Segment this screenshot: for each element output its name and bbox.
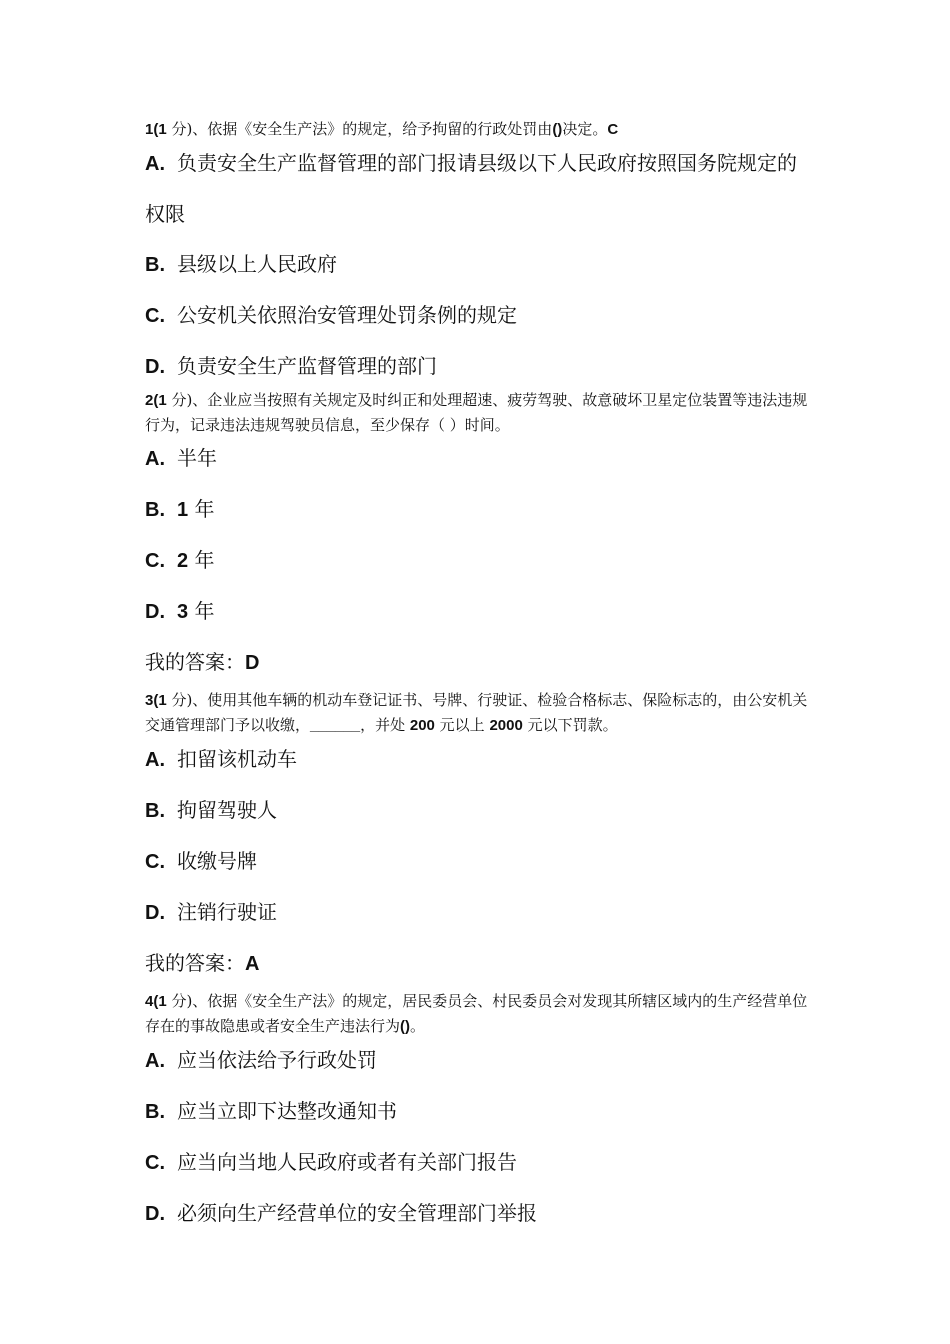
question-text: 分)、使用其他车辆的机动车登记证书、号牌、行驶证、检验合格标志、保险标志的，由公安机关交通管理部门予以收缴， bbox=[145, 691, 808, 734]
my-answer-label: 我的答案： bbox=[145, 650, 245, 674]
question-3-my-answer bbox=[145, 948, 815, 979]
option-number: 2 bbox=[177, 550, 189, 572]
question-3-option-a bbox=[145, 744, 815, 775]
question-mid-2: 元以上 bbox=[434, 716, 490, 734]
option-letter: D. bbox=[145, 1203, 165, 1225]
option-text: 应当立即下达整改通知书 bbox=[177, 1099, 397, 1123]
inline-answer: C bbox=[607, 121, 619, 138]
option-letter: A. bbox=[145, 749, 165, 771]
option-letter: A. bbox=[145, 153, 165, 175]
option-text: 年 bbox=[188, 599, 215, 623]
question-2-option-c bbox=[145, 545, 815, 576]
option-text: 扣留该机动车 bbox=[177, 747, 297, 771]
question-1-option-c bbox=[145, 300, 815, 331]
question-number: 2(1 bbox=[145, 392, 167, 409]
question-tail: 。 bbox=[410, 1017, 426, 1035]
question-2-option-a bbox=[145, 443, 815, 474]
option-text: 公安机关依照治安管理处罚条例的规定 bbox=[177, 303, 517, 327]
option-letter: C. bbox=[145, 305, 165, 327]
question-3-option-c bbox=[145, 846, 815, 877]
option-text: 注销行驶证 bbox=[177, 900, 277, 924]
question-tail: 元以下罚款。 bbox=[522, 716, 618, 734]
option-text: 县级以上人民政府 bbox=[177, 252, 337, 276]
question-number: 1(1 bbox=[145, 121, 167, 138]
option-text: 应当向当地人民政府或者有关部门报告 bbox=[177, 1150, 517, 1174]
question-1-option-b bbox=[145, 249, 815, 280]
my-answer-value: D bbox=[245, 652, 260, 674]
question-paren: () bbox=[400, 1018, 411, 1035]
option-letter: A. bbox=[145, 448, 165, 470]
option-number: 1 bbox=[177, 499, 189, 521]
question-tail: 决定。 bbox=[562, 120, 608, 138]
question-1-option-a bbox=[145, 138, 815, 239]
option-text: 负责安全生产监督管理的部门报请县级以下人民政府按照国务院规定的权限 bbox=[145, 151, 797, 226]
question-number: 3(1 bbox=[145, 692, 167, 709]
option-letter: C. bbox=[145, 550, 165, 572]
question-text: 分)、依据《安全生产法》的规定，给予拘留的行政处罚由 bbox=[166, 120, 553, 138]
question-text: 分)、依据《安全生产法》的规定，居民委员会、村民委员会对发现其所辖区域内的生产经营单位存在的事故隐患或者安全生产违法行为 bbox=[145, 992, 808, 1035]
question-4-option-c bbox=[145, 1147, 815, 1178]
option-letter: A. bbox=[145, 1050, 165, 1072]
question-3-stem bbox=[145, 688, 815, 738]
option-letter: B. bbox=[145, 254, 165, 276]
fine-min: 200 bbox=[409, 717, 435, 734]
my-answer-value: A bbox=[245, 953, 260, 975]
question-mid: ，并处 bbox=[360, 716, 410, 734]
question-3-option-b bbox=[145, 795, 815, 826]
question-4-option-d bbox=[145, 1198, 815, 1229]
question-text: 分)、企业应当按照有关规定及时纠正和处理超速、疲劳驾驶、故意破坏卫星定位装置等违法违规行为，记录违法违规驾驶员信息，至少保存（ ）时间。 bbox=[145, 391, 808, 434]
question-2-option-b bbox=[145, 494, 815, 525]
option-text: 应当依法给予行政处罚 bbox=[177, 1048, 377, 1072]
option-text: 拘留驾驶人 bbox=[177, 798, 277, 822]
question-2-my-answer bbox=[145, 647, 815, 678]
option-text: 年 bbox=[188, 548, 215, 572]
option-text: 必须向生产经营单位的安全管理部门举报 bbox=[177, 1201, 537, 1225]
option-number: 3 bbox=[177, 601, 189, 623]
option-letter: D. bbox=[145, 356, 165, 378]
question-2-option-d bbox=[145, 596, 815, 627]
option-letter: B. bbox=[145, 800, 165, 822]
option-text: 半年 bbox=[177, 446, 217, 470]
question-number: 4(1 bbox=[145, 993, 167, 1010]
option-text: 负责安全生产监督管理的部门 bbox=[177, 354, 437, 378]
option-text: 收缴号牌 bbox=[177, 849, 257, 873]
my-answer-label: 我的答案： bbox=[145, 951, 245, 975]
option-letter: D. bbox=[145, 902, 165, 924]
option-letter: C. bbox=[145, 1152, 165, 1174]
option-text: 年 bbox=[188, 497, 215, 521]
option-letter: D. bbox=[145, 601, 165, 623]
question-2-stem bbox=[145, 388, 815, 437]
question-4-option-b bbox=[145, 1096, 815, 1127]
question-3-option-d bbox=[145, 897, 815, 928]
fine-max: 2000 bbox=[489, 717, 523, 734]
option-letter: B. bbox=[145, 1101, 165, 1123]
question-1-option-d bbox=[145, 351, 815, 382]
option-letter: C. bbox=[145, 851, 165, 873]
document-page bbox=[145, 112, 815, 1249]
question-4-stem bbox=[145, 989, 815, 1039]
question-paren: () bbox=[552, 121, 563, 138]
question-4-option-a bbox=[145, 1045, 815, 1076]
answer-blank: ______ bbox=[310, 717, 361, 734]
option-letter: B. bbox=[145, 499, 165, 521]
